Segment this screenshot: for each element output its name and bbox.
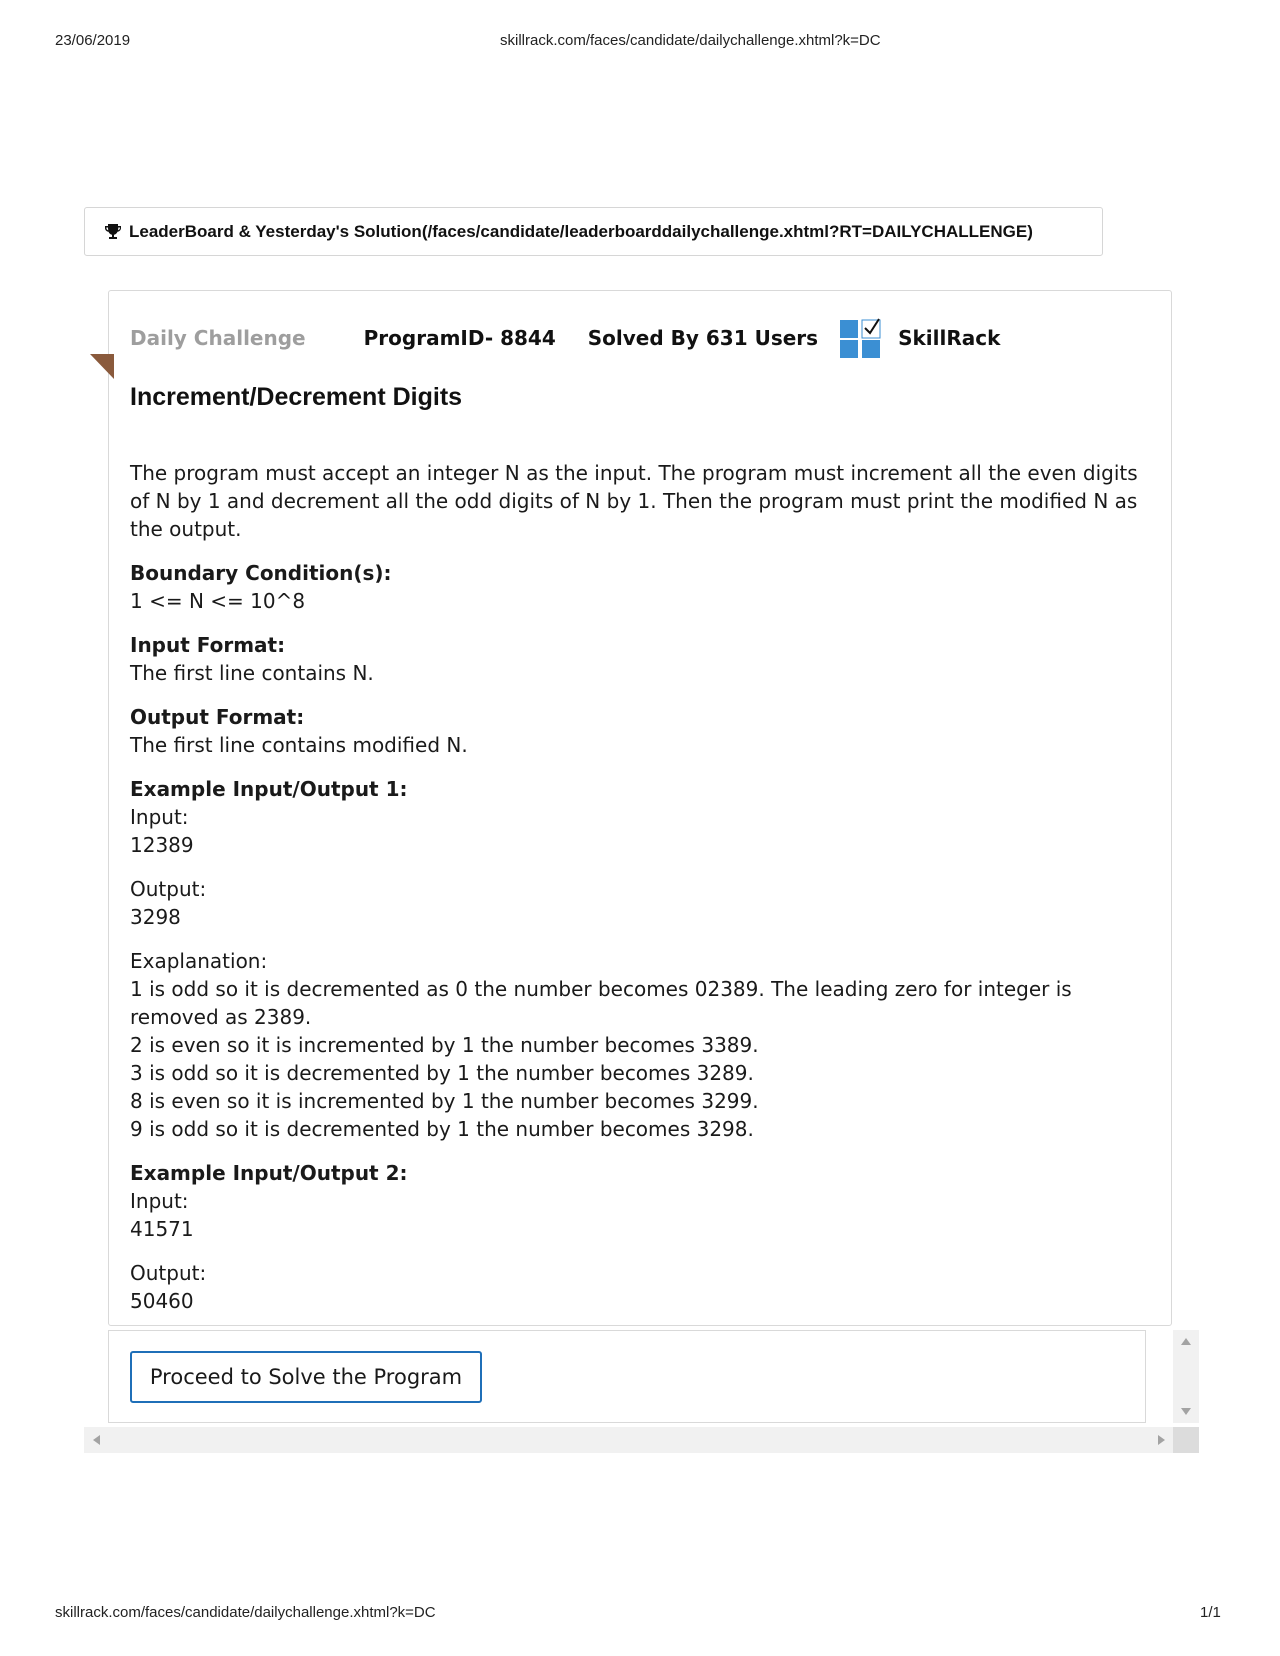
print-footer-url: skillrack.com/faces/candidate/dailychallenge.xhtml?k=DC <box>55 1604 436 1621</box>
challenge-card <box>108 290 1172 1326</box>
example1-output-label: Output: <box>130 877 207 901</box>
problem-body <box>130 459 1140 1331</box>
scroll-up-icon[interactable] <box>1181 1338 1191 1345</box>
boundary-text: 1 <= N <= 10^8 <box>130 589 306 613</box>
example1-output-section <box>130 875 1140 931</box>
output-format-heading: Output Format: <box>130 705 305 729</box>
challenge-header <box>130 318 1000 358</box>
print-date: 23/06/2019 <box>55 32 131 49</box>
horizontal-scrollbar[interactable] <box>84 1427 1199 1453</box>
explanation-line: 2 is even so it is incremented by 1 the number becomes 3389. <box>130 1033 759 1057</box>
scroll-down-icon[interactable] <box>1181 1408 1191 1415</box>
explanation-line: 8 is even so it is incremented by 1 the number becomes 3299. <box>130 1089 759 1113</box>
example1-input-section <box>130 775 1140 859</box>
leaderboard-label: LeaderBoard & Yesterday's Solution(/faces/candidate/leaderboarddailychallenge.xhtml?RT=DAILYCHALLENGE) <box>129 221 1033 241</box>
example2-input-section <box>130 1159 1140 1243</box>
program-id: ProgramID- 8844 <box>363 326 556 350</box>
vertical-scrollbar[interactable] <box>1173 1330 1199 1423</box>
solved-by-count: Solved By 631 Users <box>587 326 819 350</box>
example2-input-value: 41571 <box>130 1217 194 1241</box>
boundary-heading: Boundary Condition(s): <box>130 561 392 585</box>
output-format-section <box>130 703 1140 759</box>
explanation-line: 3 is odd so it is decremented by 1 the number becomes 3289. <box>130 1061 754 1085</box>
example1-output-value: 3298 <box>130 905 181 929</box>
example2-input-label: Input: <box>130 1189 189 1213</box>
skillrack-logo-icon <box>840 318 882 358</box>
daily-challenge-label: Daily Challenge <box>130 326 306 350</box>
explanation-line: 1 is odd so it is decremented as 0 the number becomes 02389. The leading zero for integer is removed as 2389. <box>130 977 1072 1029</box>
example2-output-label: Output: <box>130 1261 207 1285</box>
trophy-icon <box>105 223 121 241</box>
brand-name: SkillRack <box>898 326 1001 350</box>
example1-input-label: Input: <box>130 805 189 829</box>
example1-explanation-section <box>130 947 1140 1143</box>
proceed-to-solve-button[interactable]: Proceed to Solve the Program <box>130 1351 482 1403</box>
example2-output-section <box>130 1259 1140 1315</box>
print-header-url: skillrack.com/faces/candidate/dailychallenge.xhtml?k=DC <box>500 32 881 49</box>
example1-heading: Example Input/Output 1: <box>130 777 408 801</box>
ribbon-fold <box>90 354 114 379</box>
boundary-section <box>130 559 1140 615</box>
scroll-right-icon[interactable] <box>1158 1435 1165 1445</box>
example2-heading: Example Input/Output 2: <box>130 1161 408 1185</box>
problem-description: The program must accept an integer N as the input. The program must increment all the even digits of N by 1 and decrement all the odd digits of N by 1. Then the program must print the modified N as the output. <box>130 461 1138 541</box>
problem-title: Increment/Decrement Digits <box>130 383 463 411</box>
input-format-section <box>130 631 1140 687</box>
output-format-text: The first line contains modified N. <box>130 733 468 757</box>
leaderboard-link[interactable] <box>84 207 1103 256</box>
explanation-line: 9 is odd so it is decremented by 1 the number becomes 3298. <box>130 1117 754 1141</box>
input-format-text: The first line contains N. <box>130 661 374 685</box>
example2-output-value: 50460 <box>130 1289 194 1313</box>
action-panel <box>108 1330 1146 1423</box>
scrollbar-corner <box>1173 1427 1199 1453</box>
input-format-heading: Input Format: <box>130 633 286 657</box>
example1-input-value: 12389 <box>130 833 194 857</box>
scroll-left-icon[interactable] <box>93 1435 100 1445</box>
page-number: 1/1 <box>1200 1604 1221 1621</box>
explanation-label: Exaplanation: <box>130 949 268 973</box>
